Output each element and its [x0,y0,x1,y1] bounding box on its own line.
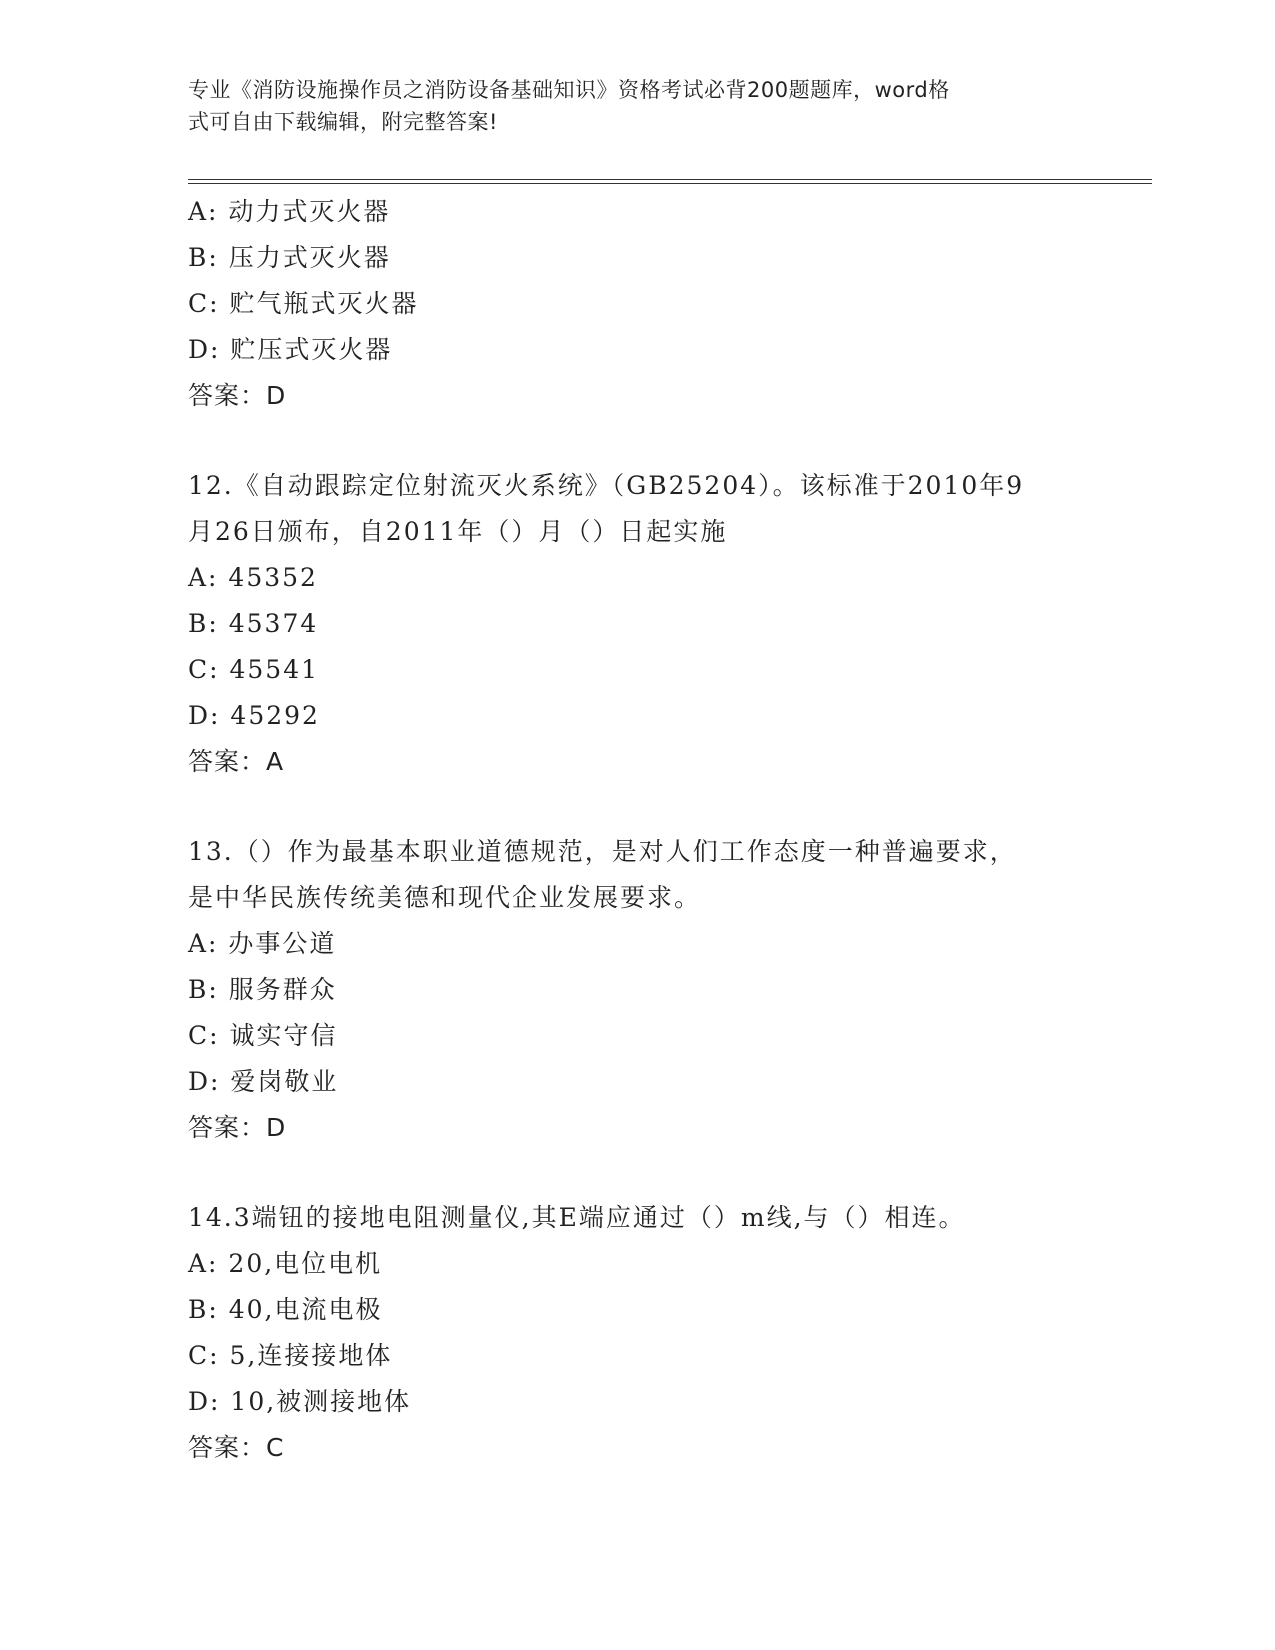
answer-label: 答案：A [188,747,285,776]
question-stem: 是中华民族传统美德和现代企业发展要求。 [188,883,702,912]
question-stem: 12.《自动跟踪定位射流灭火系统》（GB25204）。该标准于2010年9 [188,471,1025,500]
option-c: C: 贮气瓶式灭火器 [188,289,419,318]
question-13 [188,829,1088,1151]
option-a: A: 45352 [188,563,318,592]
option-b: B: 45374 [188,609,319,638]
option-b: B: 40,电流电极 [188,1295,383,1324]
option-b: B: 压力式灭火器 [188,243,391,272]
answer-label: 答案：C [188,1433,285,1462]
question-spacer [188,785,1088,829]
question-stem: 13.（）作为最基本职业道德规范，是对人们工作态度一种普遍要求， [188,837,1017,866]
question-spacer [188,1151,1088,1195]
option-a: A: 20,电位电机 [188,1249,383,1278]
option-b: B: 服务群众 [188,975,337,1004]
question-spacer [188,419,1088,463]
header-divider-bottom [188,183,1152,184]
header-line-2: 式可自由下载编辑，附完整答案! [188,110,498,134]
document-header [188,74,1068,138]
question-12 [188,463,1088,785]
header-line-1: 专业《消防设施操作员之消防设备基础知识》资格考试必背200题题库，word格 [188,78,950,102]
option-d: D: 10,被测接地体 [188,1387,412,1416]
question-11-continued [188,189,1088,419]
option-a: A: 办事公道 [188,929,337,958]
answer-label: 答案：D [188,381,287,410]
option-d: D: 爱岗敬业 [188,1067,339,1096]
option-d: D: 45292 [188,701,320,730]
answer-label: 答案：D [188,1113,287,1142]
option-c: C: 5,连接接地体 [188,1341,393,1370]
header-divider-top [188,179,1152,180]
question-stem: 14.3端钮的接地电阻测量仪,其E端应通过（）m线,与（）相连。 [188,1203,966,1232]
option-a: A: 动力式灭火器 [188,197,391,226]
question-stem: 月26日颁布，自2011年（）月（）日起实施 [188,517,728,546]
question-list [188,189,1088,1471]
option-d: D: 贮压式灭火器 [188,335,393,364]
question-14 [188,1195,1088,1471]
option-c: C: 45541 [188,655,320,684]
option-c: C: 诚实守信 [188,1021,338,1050]
